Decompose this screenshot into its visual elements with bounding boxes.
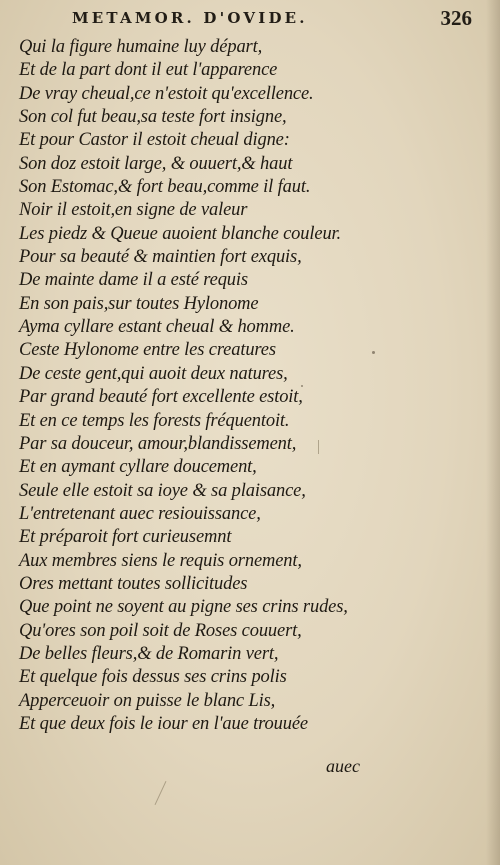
verse-line: Ceste Hylonome entre les creatures [19, 340, 276, 361]
verse-line: Et en ce temps les forests fréquentoit. [19, 410, 290, 431]
verse-line: De ceste gent,qui auoit deux natures, [19, 363, 288, 384]
page-number: 326 [440, 6, 472, 30]
verse-line: Apperceuoir on puisse le blanc Lis, [19, 690, 276, 711]
verse-line: Aux membres siens le requis ornement, [19, 550, 302, 571]
verse-line: Et que deux fois le iour en l'aue trouuée [19, 713, 308, 734]
verse-line: Que point ne soyent au pigne ses crins rudes, [19, 597, 348, 618]
verse-line: Et de la part dont il eut l'apparence [19, 60, 278, 81]
verse-line: Et préparoit fort curieusemnt [19, 527, 232, 548]
catchword: auec [326, 756, 360, 776]
verse-line: Ores mettant toutes sollicitudes [19, 573, 248, 594]
verse-line: L'entretenant auec resiouissance, [19, 503, 261, 524]
verse-line: Qu'ores son poil soit de Roses couuert, [19, 620, 302, 641]
verse-line: Noir il estoit,en signe de valeur [19, 200, 248, 221]
verse-line: Qui la figure humaine luy départ, [19, 37, 263, 57]
ink-speck [372, 351, 375, 354]
verse-line: Les piedz & Queue auoient blanche couleur. [19, 223, 342, 244]
ink-stroke [155, 781, 167, 805]
verse-line: Son Estomac,& fort beau,comme il faut. [19, 177, 311, 198]
verse-text-block [19, 36, 459, 736]
verse-line: Pour sa beauté & maintien fort exquis, [19, 247, 302, 268]
verse-line: En son pais,sur toutes Hylonome [19, 293, 259, 314]
ink-stroke [318, 440, 319, 454]
page-edge-shadow [486, 0, 500, 865]
verse-line: De belles fleurs,& de Romarin vert, [19, 643, 279, 664]
verse-line: Et pour Castor il estoit cheual digne: [19, 130, 290, 151]
verse-line: De vray cheual,ce n'estoit qu'excellence. [19, 83, 314, 104]
ink-speck [301, 385, 303, 387]
verse-line: Par grand beauté fort excellente estoit, [19, 387, 303, 408]
verse-line: Et quelque fois dessus ses crins polis [19, 667, 287, 688]
verse-line: Seule elle estoit sa ioye & sa plaisance, [19, 480, 306, 501]
running-title: METAMOR. D'OVIDE. [72, 9, 308, 27]
verse-line: Ayma cyllare estant cheual & homme. [19, 317, 295, 338]
verse-line: Son doz estoit large, & ouuert,& haut [19, 153, 293, 174]
page-header [72, 6, 472, 32]
verse-line: Et en aymant cyllare doucement, [19, 457, 257, 478]
verse-line: Son col fut beau,sa teste fort insigne, [19, 107, 287, 128]
verse-line: De mainte dame il a esté requis [19, 270, 248, 291]
verse-line: Par sa douceur, amour,blandissement, [19, 433, 297, 454]
